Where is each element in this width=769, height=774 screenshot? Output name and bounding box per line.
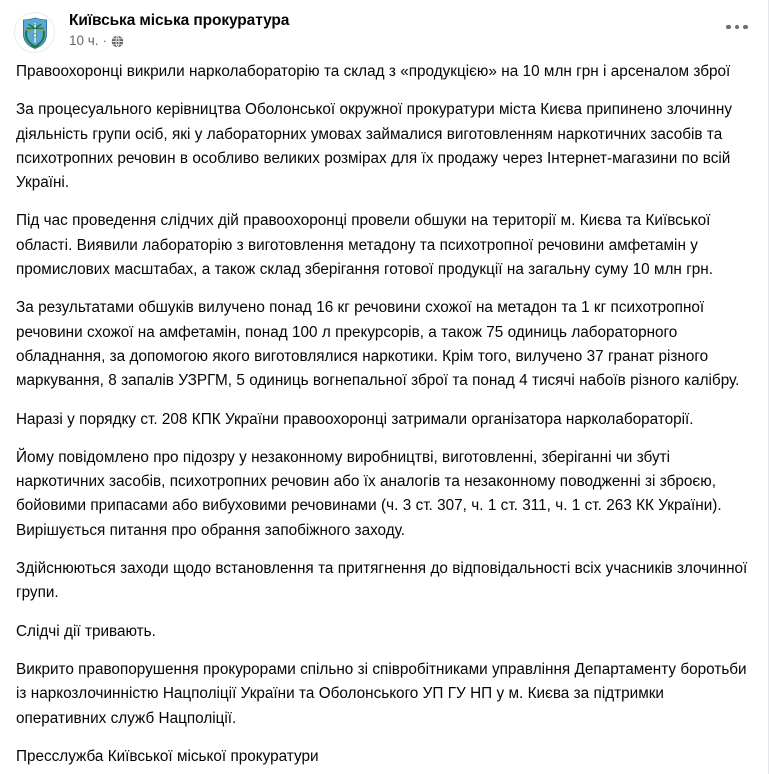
globe-icon[interactable]	[111, 35, 124, 48]
page-name[interactable]: Київська міська прокуратура	[69, 12, 290, 29]
post-paragraph: Під час проведення слідчих дій правоохоронці провели обшуки на території м. Києва та Київської області. Виявили лабораторію з виготовлення метадону та психотропної речовини амфетамін у промислових масштабах, а також склад зберігання готової продукції на загальну суму 10 млн грн.	[16, 212, 713, 279]
post-paragraph: Правоохоронці викрили нарколабораторію та склад з «продукцією» на 10 млн грн і арсеналом зброї	[16, 63, 731, 80]
ellipsis-dot-3	[743, 25, 748, 30]
post-paragraph: Наразі у порядку ст. 208 КПК України правоохоронці затримали організатора нарколабораторії.	[16, 410, 694, 428]
post-paragraph: Йому повідомлено про підозру у незаконному виробництві, виготовленні, зберіганні чи збуті наркотичних засобів, психотропних речовин або їх аналогів та незаконному поводженні зі зброєю, бойовими припасами або вибуховими речовинами (ч. 3 ст. 307, ч. 1 ст. 311, ч. 1 ст. 263 КК України). Вирішується питання про обрання запобіжного заходу.	[16, 448, 722, 539]
ellipsis-dot-2	[735, 25, 740, 30]
prosecutor-office-emblem-icon	[17, 15, 53, 51]
post-body	[0, 60, 768, 769]
meta-separator: ·	[102, 33, 107, 48]
post-timestamp[interactable]: 10 ч.	[69, 33, 99, 48]
post-paragraph: Слідчі дії тривають.	[16, 622, 156, 640]
post-header-text	[69, 11, 289, 49]
avatar[interactable]	[14, 12, 55, 53]
post-paragraph: Викрито правопорушення прокурорами спільно зі співробітниками управління Департаменту боротьби із наркозлочинністю Нацполіції України та Оболонського УП ГУ НП у м. Києва за підтримки оперативних служб Нацполіції.	[16, 660, 747, 727]
post-paragraph: За результатами обшуків вилучено понад 16 кг речовини схожої на метадон та 1 кг психотропної речовини схожої на амфетамін, понад 100 л прекурсорів, а також 75 одиниць лабораторного обладнання, за допомогою якого виготовлялися наркотики. Крім того, вилучено 37 гранат різного маркування, 8 запалів УЗРГМ, 5 одиниць вогнепальної зброї та понад 4 тисячі набоїв різного калібру.	[16, 299, 740, 390]
post-header	[0, 0, 768, 60]
ellipsis-dot-1	[726, 25, 731, 30]
post-paragraph: За процесуального керівництва Оболонської окружної прокуратури міста Києва припинено злочинну діяльність групи осіб, які у лабораторних умовах займалися виготовленням наркотичних засобів та психотропних речовин в особливо великих розмірах для їх продажу через Інтернет-магазини по всій Україні.	[16, 101, 732, 192]
post-meta	[69, 33, 289, 49]
post-paragraph: Здійснюються заходи щодо встановлення та притягнення до відповідальності всіх учасників злочинної групи.	[16, 560, 748, 602]
post-paragraph: Пресслужба Київської міської прокуратури	[16, 747, 319, 765]
more-options-button[interactable]	[720, 16, 754, 38]
